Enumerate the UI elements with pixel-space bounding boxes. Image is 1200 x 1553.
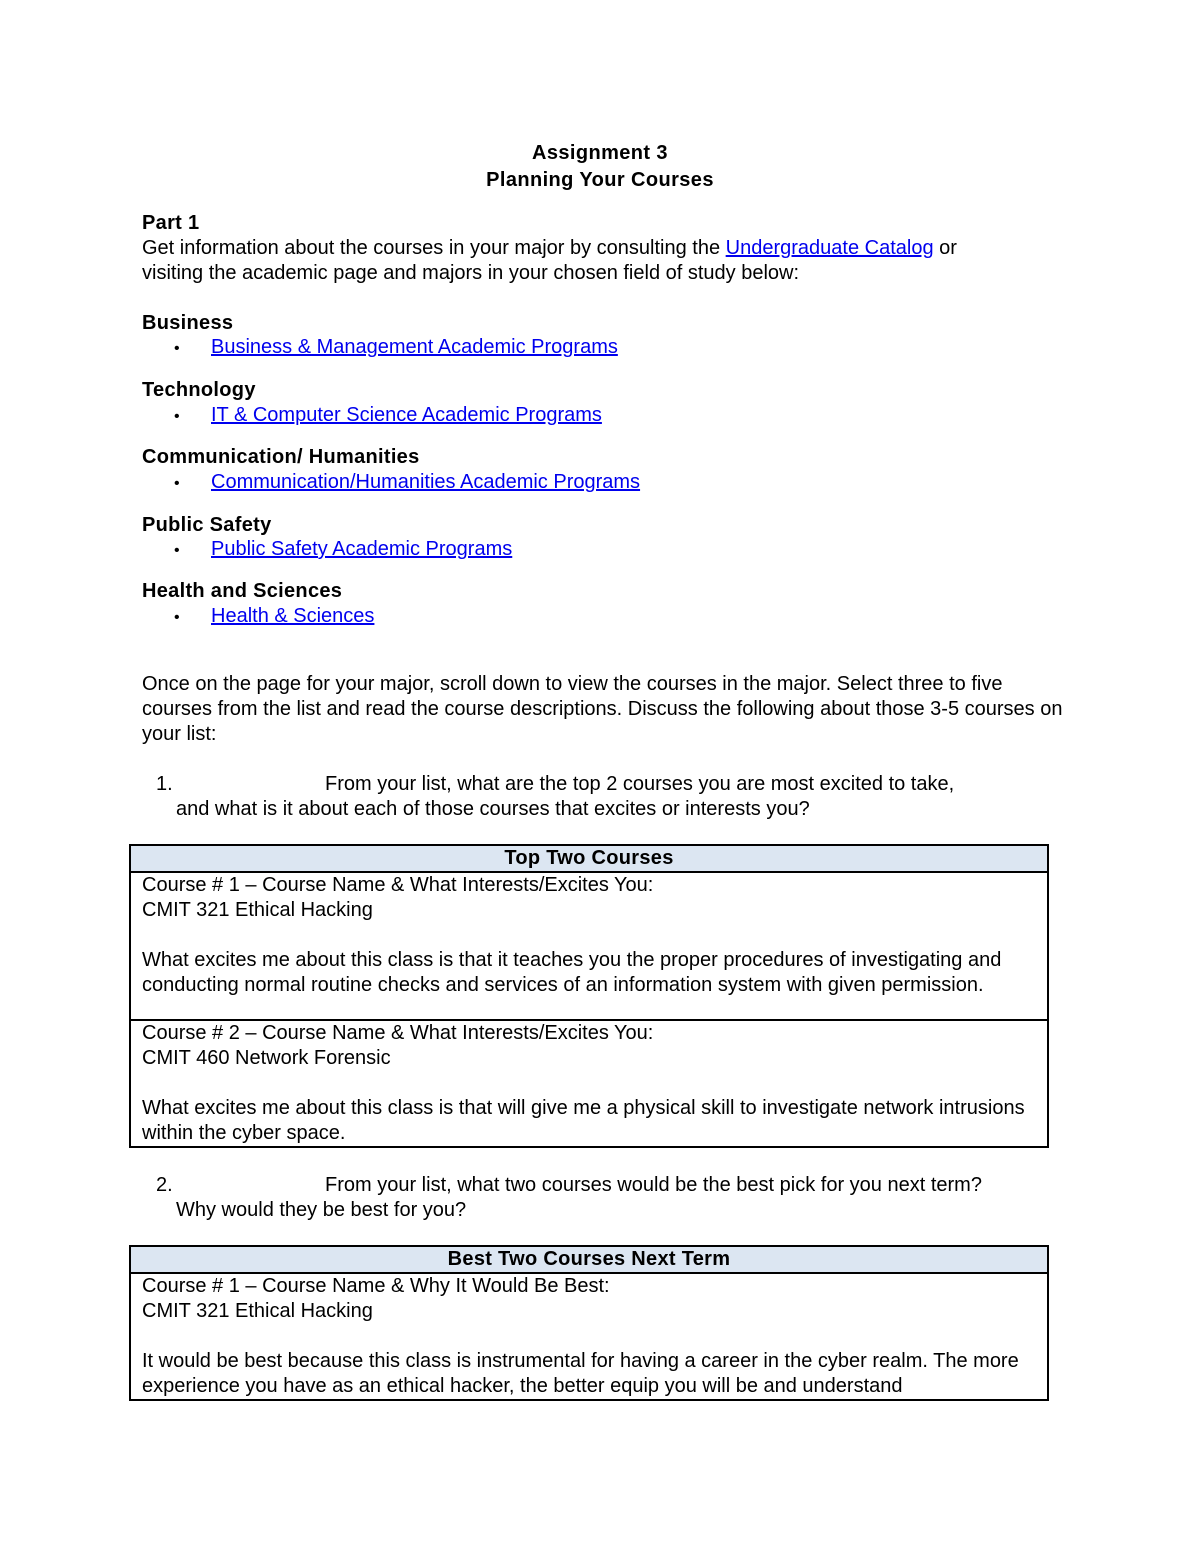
intro-text-end: or [933,237,957,259]
course-name: CMIT 321 Ethical Hacking [142,899,373,921]
best-two-courses-table [129,1245,1049,1401]
top-two-courses-table [129,844,1049,1148]
field-link-row-business [174,336,618,359]
field-link-row-health [174,605,374,628]
field-link-row-technology [174,404,602,427]
course-answer: What excites me about this class is that it teaches you the proper procedures of investigating and conducting normal routine checks and services of an information system with given permission. [142,949,1002,996]
field-link-row-public-safety [174,538,512,561]
health-sciences-link[interactable]: Health & Sciences [211,605,375,627]
question-number: 1. [156,773,173,795]
bullet-icon: • [174,408,180,425]
part1-heading: Part 1 [142,212,200,234]
part1-intro-line2: visiting the academic page and majors in your chosen field of study below: [142,262,800,284]
bullet-icon: • [174,475,180,492]
document-title: Assignment 3 [532,142,668,164]
table-header: Top Two Courses [130,845,1048,872]
business-programs-link[interactable]: Business & Management Academic Programs [211,336,618,358]
field-heading-public-safety: Public Safety [142,514,272,536]
table-row [130,1273,1048,1400]
undergraduate-catalog-link[interactable]: Undergraduate Catalog [725,237,934,259]
part1-intro-line1 [142,237,957,260]
question-text-cont: Why would they be best for you? [176,1199,467,1221]
course-label: Course # 2 – Course Name & What Interests/Excites You: [142,1022,654,1044]
communication-programs-link[interactable]: Communication/Humanities Academic Programs [211,471,641,493]
course-label: Course # 1 – Course Name & Why It Would Be Best: [142,1275,610,1297]
bullet-icon: • [174,542,180,559]
field-heading-health: Health and Sciences [142,580,343,602]
course-answer: What excites me about this class is that will give me a physical skill to investigate network intrusions within the cyber space. [142,1097,1025,1144]
course-name: CMIT 460 Network Forensic [142,1047,391,1069]
intro-text: Get information about the courses in your major by consulting the [142,237,726,259]
table-header: Best Two Courses Next Term [130,1246,1048,1273]
course-name: CMIT 321 Ethical Hacking [142,1300,373,1322]
public-safety-programs-link[interactable]: Public Safety Academic Programs [211,538,513,560]
field-heading-technology: Technology [142,379,256,401]
bullet-icon: • [174,609,180,626]
course-answer: It would be best because this class is instrumental for having a career in the cyber realm. The more experience you have as an ethical hacker, the better equip you will be and understand [142,1350,1019,1397]
instructions-paragraph: Once on the page for your major, scroll down to view the courses in the major. Select three to five courses from the list and read the course descriptions. Discuss the following about those 3-5 courses on your list: [142,673,1063,745]
field-heading-business: Business [142,312,234,334]
question-1 [156,772,1076,822]
table-row [130,872,1048,1020]
question-number: 2. [156,1174,173,1196]
question-2 [156,1173,1076,1223]
field-link-row-communication [174,471,640,494]
table-row [130,1020,1048,1147]
it-cs-programs-link[interactable]: IT & Computer Science Academic Programs [211,404,602,426]
course-label: Course # 1 – Course Name & What Interests/Excites You: [142,874,654,896]
field-heading-communication: Communication/ Humanities [142,446,420,468]
question-text-cont: and what is it about each of those courses that excites or interests you? [176,798,810,820]
question-text: From your list, what are the top 2 courses you are most excited to take, [325,773,955,795]
bullet-icon: • [174,340,180,357]
question-text: From your list, what two courses would be the best pick for you next term? [325,1174,982,1196]
document-subtitle: Planning Your Courses [486,169,714,191]
